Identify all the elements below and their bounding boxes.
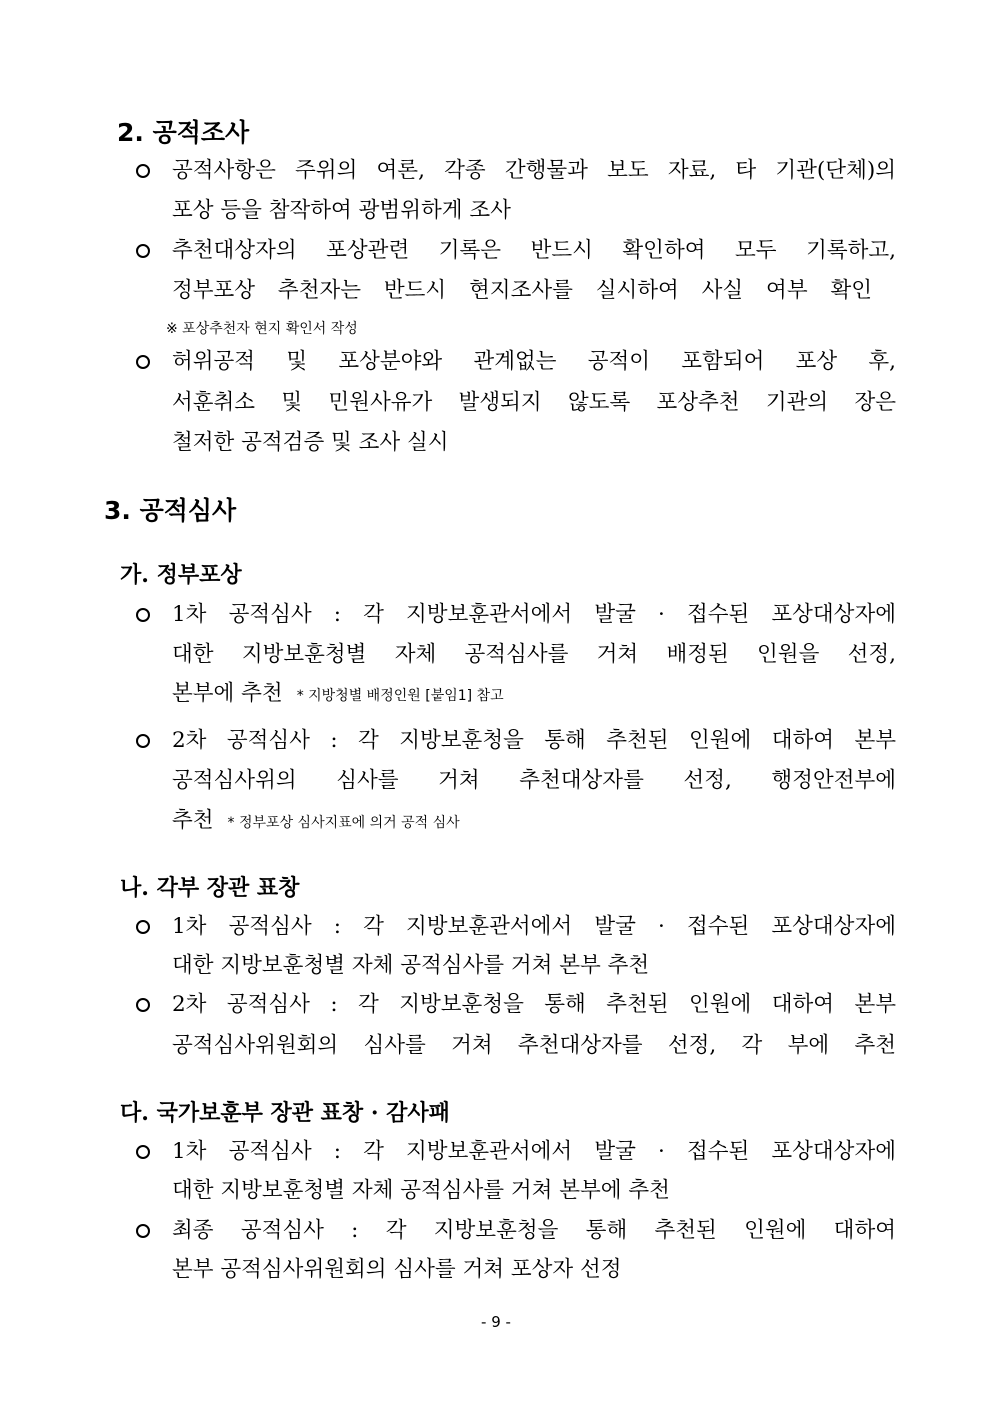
na-item2-line1: 2차 공적심사 : 각 지방보훈청을 통해 추천된 인원에 대하여 본부 <box>172 992 896 1017</box>
section-3-heading: 3. 공적심사 <box>104 496 237 525</box>
na-item1-line2: 대한 지방보훈청별 자체 공적심사를 거쳐 본부 추천 <box>172 953 650 978</box>
ga-item1-line1: 1차 공적심사 : 각 지방보훈관서에서 발굴 · 접수된 포상대상자에 <box>172 602 896 627</box>
ga-item1-line2: 대한 지방보훈청별 자체 공적심사를 거쳐 배정된 인원을 선정, <box>172 642 896 667</box>
s2-item1-line2: 포상 등을 참작하여 광범위하게 조사 <box>172 198 511 223</box>
ga-item2-note: * 정부포상 심사지표에 의거 공적 심사 <box>227 815 460 831</box>
na-item2-line2: 공적심사위원회의 심사를 거쳐 추천대상자를 선정, 각 부에 추천 <box>172 1033 896 1058</box>
ga-item1-note: * 지방청별 배정인원 [붙임1] 참고 <box>296 688 504 704</box>
s2-item1-line1: 공적사항은 주위의 여론, 각종 간행물과 보도 자료, 타 기관(단체)의 <box>172 158 896 183</box>
da-item1-line2: 대한 지방보훈청별 자체 공적심사를 거쳐 본부에 추천 <box>172 1178 670 1203</box>
s2-item2-line1: 추천대상자의 포상관련 기록은 반드시 확인하여 모두 기록하고, <box>172 238 896 263</box>
s2-item2-note: ※ 포상추천자 현지 확인서 작성 <box>166 321 358 337</box>
bullet-circle-icon <box>136 1145 150 1159</box>
da-item2-line1: 최종 공적심사 : 각 지방보훈청을 통해 추천된 인원에 대하여 <box>172 1218 896 1243</box>
bullet-circle-icon <box>136 920 150 934</box>
ga-item2-line3 <box>172 806 896 838</box>
da-item2-line2: 본부 공적심사위원회의 심사를 거쳐 포상자 선정 <box>172 1257 622 1282</box>
page-number: - 9 - <box>481 1313 511 1331</box>
na-item1-line1: 1차 공적심사 : 각 지방보훈관서에서 발굴 · 접수된 포상대상자에 <box>172 914 896 939</box>
sub-heading-ga: 가. 정부포상 <box>120 562 242 588</box>
sub-heading-da: 다. 국가보훈부 장관 표창 · 감사패 <box>120 1100 450 1126</box>
s2-item3-line1: 허위공적 및 포상분야와 관계없는 공적이 포함되어 포상 후, <box>172 349 896 374</box>
bullet-circle-icon <box>136 608 150 622</box>
ga-item2-line3-text: 추천 <box>172 808 214 833</box>
ga-item1-line3-text: 본부에 추천 <box>172 681 283 706</box>
s2-item2-line2: 정부포상 추천자는 반드시 현지조사를 실시하여 사실 여부 확인 <box>172 278 872 303</box>
s2-item3-line3: 철저한 공적검증 및 조사 실시 <box>172 430 449 455</box>
bullet-circle-icon <box>136 164 150 178</box>
section-2-heading: 2. 공적조사 <box>117 118 250 147</box>
sub-heading-na: 나. 각부 장관 표창 <box>120 875 300 901</box>
ga-item2-line1: 2차 공적심사 : 각 지방보훈청을 통해 추천된 인원에 대하여 본부 <box>172 728 896 753</box>
s2-item3-line2: 서훈취소 및 민원사유가 발생되지 않도록 포상추천 기관의 장은 <box>172 390 896 415</box>
ga-item2-line2: 공적심사위의 심사를 거쳐 추천대상자를 선정, 행정안전부에 <box>172 768 896 793</box>
ga-item1-line3 <box>172 679 896 711</box>
da-item1-line1: 1차 공적심사 : 각 지방보훈관서에서 발굴 · 접수된 포상대상자에 <box>172 1139 896 1164</box>
bullet-circle-icon <box>136 998 150 1012</box>
bullet-circle-icon <box>136 355 150 369</box>
bullet-circle-icon <box>136 734 150 748</box>
bullet-circle-icon <box>136 244 150 258</box>
bullet-circle-icon <box>136 1224 150 1238</box>
